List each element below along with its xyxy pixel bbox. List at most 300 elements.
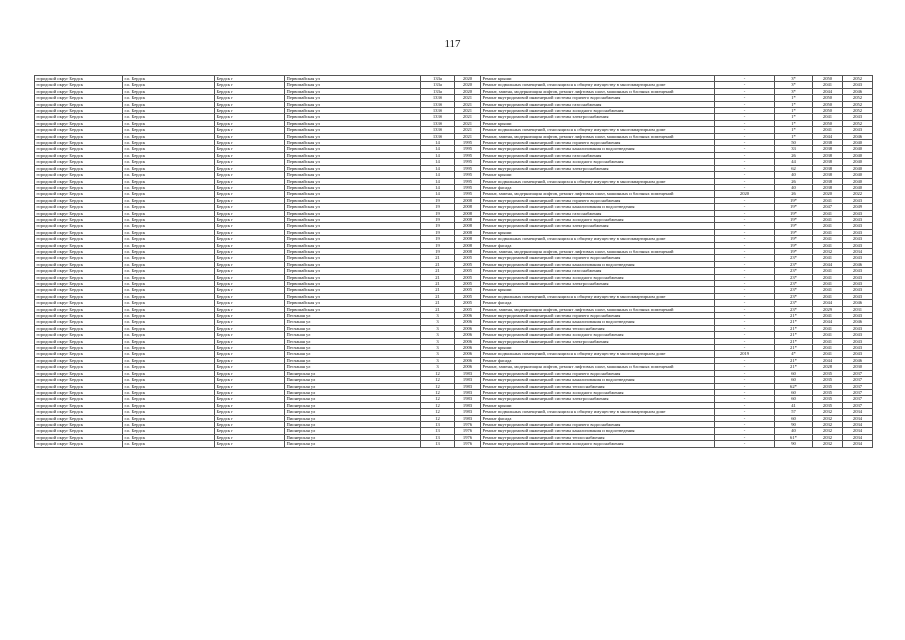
plan-start-cell: 2041 [813,223,843,229]
last-repair-year-cell: - [715,364,775,370]
last-repair-year-cell: - [715,159,775,165]
plan-start-cell: 2041 [813,325,843,331]
settlement-cell: г.о. Бердск [123,165,215,171]
house-cell: 21 [421,268,455,274]
plan-start-cell: 2020 [813,191,843,197]
work-type-cell: Ремонт внутридомовой инженерной системы канализования и водоотведения [481,146,715,152]
work-type-cell: Ремонт внутридомовой инженерной системы холодного водоснабжения [481,274,715,280]
street-cell: Песчаная ул [285,325,421,331]
last-repair-year-cell: - [715,402,775,408]
street-cell: Песчаная ул [285,357,421,363]
settlement-cell: г.о. Бердск [123,172,215,178]
plan-end-cell: 2043 [843,268,873,274]
locality-cell: Бердск г [215,345,285,351]
settlement-cell: г.о. Бердск [123,236,215,242]
plan-start-cell: 2041 [813,287,843,293]
plan-end-cell: 2040 [843,184,873,190]
last-repair-year-cell: - [715,396,775,402]
house-cell: 133а [421,76,455,82]
wear-cell: 40 [775,184,813,190]
municipality-cell: городской округ Бердск [35,370,123,376]
settlement-cell: г.о. Бердск [123,409,215,415]
house-cell: 14 [421,178,455,184]
plan-start-cell: 2047 [813,204,843,210]
locality-cell: Бердск г [215,287,285,293]
last-repair-year-cell: - [715,325,775,331]
plan-start-cell: 2041 [813,82,843,88]
locality-cell: Бердск г [215,332,285,338]
year-built-cell: 2006 [455,325,481,331]
municipality-cell: городской округ Бердск [35,95,123,101]
municipality-cell: городской округ Бердск [35,223,123,229]
wear-cell: 23* [775,300,813,306]
plan-end-cell: 2030 [843,364,873,370]
settlement-cell: г.о. Бердск [123,140,215,146]
house-cell: 12 [421,389,455,395]
locality-cell: Бердск г [215,152,285,158]
plan-start-cell: 2041 [813,351,843,357]
plan-end-cell: 2040 [843,140,873,146]
plan-end-cell: 2037 [843,389,873,395]
house-cell: 3 [421,364,455,370]
plan-start-cell: 2035 [813,402,843,408]
street-cell: Первомайская ул [285,101,421,107]
plan-start-cell: 2041 [813,313,843,319]
year-built-cell: 2008 [455,197,481,203]
house-cell: 12 [421,415,455,421]
street-cell: Первомайская ул [285,281,421,287]
last-repair-year-cell: - [715,409,775,415]
locality-cell: Бердск г [215,146,285,152]
street-cell: Первомайская ул [285,108,421,114]
house-cell: 3 [421,325,455,331]
house-cell: 3 [421,332,455,338]
work-type-cell: Ремонт, замена, модернизация лифтов, ремонт лифтовых шахт, машинных и блочных помещений [481,191,715,197]
plan-start-cell: 2041 [813,255,843,261]
work-type-cell: Ремонт внутридомовой инженерной системы газоснабжения [481,210,715,216]
plan-start-cell: 2038 [813,172,843,178]
street-cell: Пионерская ул [285,415,421,421]
work-type-cell: Ремонт подвальных помещений, относящихся к общему имуществу в многоквартирном доме [481,127,715,133]
municipality-cell: городской округ Бердск [35,357,123,363]
plan-start-cell: 2041 [813,127,843,133]
plan-start-cell: 2041 [813,114,843,120]
house-cell: 21 [421,255,455,261]
street-cell: Пионерская ул [285,377,421,383]
municipality-cell: городской округ Бердск [35,409,123,415]
year-built-cell: 1995 [455,140,481,146]
locality-cell: Бердск г [215,88,285,94]
year-built-cell: 2005 [455,306,481,312]
house-cell: 133а [421,88,455,94]
wear-cell: 19* [775,229,813,235]
last-repair-year-cell: - [715,287,775,293]
plan-end-cell: 2043 [843,345,873,351]
last-repair-year-cell: - [715,76,775,82]
plan-end-cell: 2034 [843,409,873,415]
locality-cell: Бердск г [215,268,285,274]
house-cell: 133б [421,101,455,107]
wear-cell: 21* [775,319,813,325]
locality-cell: Бердск г [215,165,285,171]
locality-cell: Бердск г [215,210,285,216]
street-cell: Первомайская ул [285,261,421,267]
locality-cell: Бердск г [215,133,285,139]
work-type-cell: Ремонт фасада [481,357,715,363]
plan-end-cell: 2052 [843,76,873,82]
settlement-cell: г.о. Бердск [123,300,215,306]
municipality-cell: городской округ Бердск [35,197,123,203]
street-cell: Первомайская ул [285,159,421,165]
house-cell: 3 [421,357,455,363]
work-type-cell: Ремонт внутридомовой инженерной системы теплоснабжения [481,434,715,440]
last-repair-year-cell: - [715,338,775,344]
locality-cell: Бердск г [215,428,285,434]
work-type-cell: Ремонт крыши [481,76,715,82]
last-repair-year-cell: - [715,133,775,139]
plan-end-cell: 2052 [843,95,873,101]
locality-cell: Бердск г [215,274,285,280]
plan-end-cell: 2037 [843,396,873,402]
last-repair-year-cell: - [715,120,775,126]
municipality-cell: городской округ Бердск [35,364,123,370]
register-table [34,75,873,448]
house-cell: 21 [421,274,455,280]
settlement-cell: г.о. Бердск [123,293,215,299]
plan-end-cell: 2040 [843,159,873,165]
settlement-cell: г.о. Бердск [123,357,215,363]
wear-cell: 23* [775,255,813,261]
plan-end-cell: 2040 [843,172,873,178]
plan-start-cell: 2050 [813,108,843,114]
municipality-cell: городской округ Бердск [35,204,123,210]
street-cell: Пионерская ул [285,409,421,415]
municipality-cell: городской округ Бердск [35,191,123,197]
wear-cell: 21* [775,338,813,344]
plan-end-cell: 2043 [843,325,873,331]
plan-end-cell: 2043 [843,332,873,338]
plan-end-cell: 2022 [843,191,873,197]
house-cell: 19 [421,216,455,222]
street-cell: Первомайская ул [285,76,421,82]
plan-start-cell: 2041 [813,338,843,344]
work-type-cell: Ремонт внутридомовой инженерной системы канализования и водоотведения [481,204,715,210]
last-repair-year-cell: - [715,101,775,107]
plan-end-cell: 2040 [843,146,873,152]
locality-cell: Бердск г [215,114,285,120]
plan-start-cell: 2041 [813,281,843,287]
municipality-cell: городской округ Бердск [35,248,123,254]
municipality-cell: городской округ Бердск [35,396,123,402]
plan-end-cell: 2043 [843,216,873,222]
settlement-cell: г.о. Бердск [123,197,215,203]
locality-cell: Бердск г [215,184,285,190]
work-type-cell: Ремонт подвальных помещений, относящихся к общему имуществу в многоквартирном доме [481,293,715,299]
table-row [35,441,873,447]
last-repair-year-cell: - [715,197,775,203]
year-built-cell: 2008 [455,248,481,254]
settlement-cell: г.о. Бердск [123,415,215,421]
last-repair-year-cell: - [715,210,775,216]
wear-cell: 60 [775,389,813,395]
work-type-cell: Ремонт внутридомовой инженерной системы электроснабжения [481,281,715,287]
plan-start-cell: 2035 [813,383,843,389]
house-cell: 12 [421,383,455,389]
house-cell: 3 [421,313,455,319]
locality-cell: Бердск г [215,370,285,376]
house-cell: 21 [421,293,455,299]
last-repair-year-cell: - [715,236,775,242]
year-built-cell: 2005 [455,268,481,274]
last-repair-year-cell: - [715,152,775,158]
municipality-cell: городской округ Бердск [35,210,123,216]
wear-cell: 21* [775,345,813,351]
year-built-cell: 2005 [455,293,481,299]
work-type-cell: Ремонт внутридомовой инженерной системы холодного водоснабжения [481,441,715,447]
last-repair-year-cell: - [715,242,775,248]
year-built-cell: 1995 [455,178,481,184]
plan-start-cell: 2032 [813,409,843,415]
plan-start-cell: 2035 [813,377,843,383]
plan-end-cell: 2043 [843,338,873,344]
plan-end-cell: 2043 [843,351,873,357]
wear-cell: 21* [775,357,813,363]
plan-end-cell: 2040 [843,178,873,184]
settlement-cell: г.о. Бердск [123,229,215,235]
wear-cell: 62* [775,383,813,389]
wear-cell: 21* [775,364,813,370]
plan-start-cell: 2038 [813,184,843,190]
locality-cell: Бердск г [215,108,285,114]
wear-cell: 1* [775,108,813,114]
street-cell: Песчаная ул [285,351,421,357]
last-repair-year-cell: - [715,434,775,440]
work-type-cell: Ремонт крыши [481,172,715,178]
year-built-cell: 2006 [455,313,481,319]
wear-cell: 60 [775,370,813,376]
locality-cell: Бердск г [215,197,285,203]
last-repair-year-cell: - [715,229,775,235]
street-cell: Первомайская ул [285,133,421,139]
settlement-cell: г.о. Бердск [123,108,215,114]
last-repair-year-cell: - [715,428,775,434]
settlement-cell: г.о. Бердск [123,210,215,216]
settlement-cell: г.о. Бердск [123,216,215,222]
street-cell: Первомайская ул [285,300,421,306]
work-type-cell: Ремонт внутридомовой инженерной системы электроснабжения [481,165,715,171]
locality-cell: Бердск г [215,261,285,267]
work-type-cell: Ремонт внутридомовой инженерной системы холодного водоснабжения [481,216,715,222]
last-repair-year-cell: - [715,313,775,319]
street-cell: Первомайская ул [285,255,421,261]
municipality-cell: городской округ Бердск [35,293,123,299]
house-cell: 133б [421,120,455,126]
municipality-cell: городской округ Бердск [35,338,123,344]
year-built-cell: 2021 [455,127,481,133]
work-type-cell: Ремонт крыши [481,120,715,126]
plan-end-cell: 2046 [843,133,873,139]
last-repair-year-cell: - [715,370,775,376]
wear-cell: 19* [775,216,813,222]
work-type-cell: Ремонт фасада [481,415,715,421]
plan-end-cell: 2037 [843,402,873,408]
house-cell: 12 [421,370,455,376]
street-cell: Песчаная ул [285,338,421,344]
settlement-cell: г.о. Бердск [123,255,215,261]
street-cell: Первомайская ул [285,172,421,178]
street-cell: Первомайская ул [285,287,421,293]
street-cell: Первомайская ул [285,216,421,222]
street-cell: Первомайская ул [285,152,421,158]
year-built-cell: 1995 [455,165,481,171]
house-cell: 133б [421,114,455,120]
year-built-cell: 2021 [455,108,481,114]
locality-cell: Бердск г [215,383,285,389]
last-repair-year-cell: - [715,82,775,88]
house-cell: 21 [421,287,455,293]
year-built-cell: 2005 [455,300,481,306]
year-built-cell: 2021 [455,114,481,120]
municipality-cell: городской округ Бердск [35,281,123,287]
last-repair-year-cell: - [715,268,775,274]
settlement-cell: г.о. Бердск [123,76,215,82]
plan-start-cell: 2041 [813,242,843,248]
year-built-cell: 1983 [455,370,481,376]
work-type-cell: Ремонт внутридомовой инженерной системы холодного водоснабжения [481,108,715,114]
municipality-cell: городской округ Бердск [35,229,123,235]
year-built-cell: 1983 [455,409,481,415]
locality-cell: Бердск г [215,140,285,146]
house-cell: 133б [421,95,455,101]
house-cell: 12 [421,409,455,415]
year-built-cell: 1976 [455,421,481,427]
wear-cell: 4* [775,351,813,357]
municipality-cell: городской округ Бердск [35,133,123,139]
plan-end-cell: 2046 [843,88,873,94]
wear-cell: 23* [775,287,813,293]
last-repair-year-cell: - [715,114,775,120]
plan-end-cell: 2043 [843,82,873,88]
plan-start-cell: 2050 [813,120,843,126]
year-built-cell: 2006 [455,364,481,370]
settlement-cell: г.о. Бердск [123,370,215,376]
year-built-cell: 1983 [455,383,481,389]
locality-cell: Бердск г [215,216,285,222]
last-repair-year-cell: - [715,140,775,146]
wear-cell: 19* [775,204,813,210]
page-number: 117 [444,38,461,50]
last-repair-year-cell: - [715,88,775,94]
plan-start-cell: 2050 [813,76,843,82]
plan-start-cell: 2038 [813,140,843,146]
plan-start-cell: 2032 [813,248,843,254]
settlement-cell: г.о. Бердск [123,114,215,120]
plan-end-cell: 2052 [843,101,873,107]
locality-cell: Бердск г [215,204,285,210]
settlement-cell: г.о. Бердск [123,332,215,338]
year-built-cell: 2006 [455,332,481,338]
last-repair-year-cell: - [715,332,775,338]
municipality-cell: городской округ Бердск [35,345,123,351]
wear-cell: 23* [775,268,813,274]
work-type-cell: Ремонт, замена, модернизация лифтов, ремонт лифтовых шахт, машинных и блочных помещений [481,306,715,312]
house-cell: 19 [421,236,455,242]
locality-cell: Бердск г [215,95,285,101]
plan-end-cell: 2043 [843,210,873,216]
plan-start-cell: 2029 [813,306,843,312]
settlement-cell: г.о. Бердск [123,351,215,357]
settlement-cell: г.о. Бердск [123,364,215,370]
house-cell: 133б [421,127,455,133]
settlement-cell: г.о. Бердск [123,441,215,447]
plan-start-cell: 2038 [813,146,843,152]
last-repair-year-cell: - [715,281,775,287]
plan-end-cell: 2037 [843,377,873,383]
locality-cell: Бердск г [215,172,285,178]
work-type-cell: Ремонт внутридомовой инженерной системы горячего водоснабжения [481,313,715,319]
municipality-cell: городской округ Бердск [35,389,123,395]
municipality-cell: городской округ Бердск [35,332,123,338]
wear-cell: 90 [775,441,813,447]
house-cell: 19 [421,229,455,235]
plan-start-cell: 2028 [813,364,843,370]
plan-start-cell: 2032 [813,441,843,447]
plan-end-cell: 2046 [843,300,873,306]
house-cell: 3 [421,345,455,351]
year-built-cell: 2021 [455,101,481,107]
house-cell: 13 [421,441,455,447]
plan-end-cell: 2049 [843,204,873,210]
locality-cell: Бердск г [215,127,285,133]
locality-cell: Бердск г [215,441,285,447]
wear-cell: 3* [775,82,813,88]
plan-start-cell: 2041 [813,345,843,351]
plan-end-cell: 2046 [843,319,873,325]
work-type-cell: Ремонт внутридомовой инженерной системы канализования и водоотведения [481,261,715,267]
plan-end-cell: 2040 [843,152,873,158]
wear-cell: 44 [775,159,813,165]
wear-cell: 23* [775,281,813,287]
locality-cell: Бердск г [215,229,285,235]
work-type-cell: Ремонт внутридомовой инженерной системы канализования и водоотведения [481,428,715,434]
year-built-cell: 2008 [455,229,481,235]
year-built-cell: 2008 [455,210,481,216]
plan-start-cell: 2041 [813,268,843,274]
work-type-cell: Ремонт крыши [481,229,715,235]
plan-start-cell: 2038 [813,178,843,184]
municipality-cell: городской округ Бердск [35,146,123,152]
settlement-cell: г.о. Бердск [123,402,215,408]
settlement-cell: г.о. Бердск [123,274,215,280]
last-repair-year-cell: - [715,204,775,210]
settlement-cell: г.о. Бердск [123,261,215,267]
settlement-cell: г.о. Бердск [123,396,215,402]
plan-start-cell: 2044 [813,357,843,363]
settlement-cell: г.о. Бердск [123,434,215,440]
wear-cell: 60 [775,377,813,383]
year-built-cell: 2005 [455,274,481,280]
municipality-cell: городской округ Бердск [35,184,123,190]
last-repair-year-cell: 2019 [715,351,775,357]
street-cell: Первомайская ул [285,204,421,210]
locality-cell: Бердск г [215,319,285,325]
locality-cell: Бердск г [215,434,285,440]
locality-cell: Бердск г [215,377,285,383]
plan-end-cell: 2034 [843,421,873,427]
municipality-cell: городской округ Бердск [35,172,123,178]
plan-end-cell: 2043 [843,293,873,299]
municipality-cell: городской округ Бердск [35,114,123,120]
